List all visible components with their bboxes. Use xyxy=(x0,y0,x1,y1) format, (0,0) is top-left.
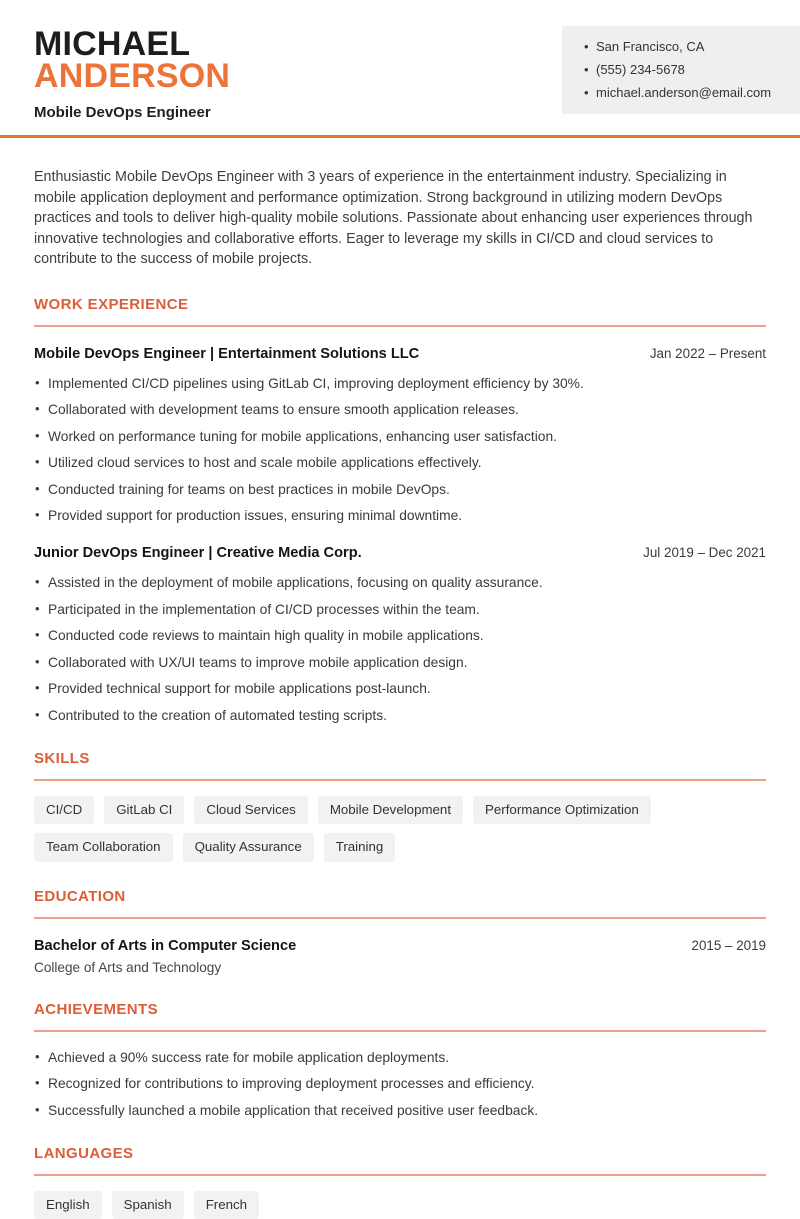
job-bullet: • Collaborated with UX/UI teams to improve mobile application design. xyxy=(34,655,766,671)
job-title: Mobile DevOps Engineer | Entertainment Solutions LLC xyxy=(34,345,420,362)
section-education xyxy=(34,888,766,975)
education-dates: 2015 – 2019 xyxy=(691,937,766,953)
skill-tag: GitLab CI xyxy=(104,796,184,824)
skill-tag: Mobile Development xyxy=(318,796,463,824)
job-bullet: • Assisted in the deployment of mobile applications, focusing on quality assurance. xyxy=(34,575,766,591)
job-header xyxy=(34,545,766,561)
language-tag: Spanish xyxy=(112,1191,184,1219)
language-tag: French xyxy=(194,1191,259,1219)
summary-paragraph: Enthusiastic Mobile DevOps Engineer with 3 years of experience in the entertainment industry. Specializing in mobile application deployment and performance optimization. Strong background in utilizing modern DevOps practices and tools to deliver high-quality mobile solutions. Passionate about enhancing user experiences through innovative technologies and collaborative efforts. Eager to leverage my skills in CI/CD and cloud services to contribute to the success of mobile projects. xyxy=(34,169,753,268)
job-bullet-list xyxy=(34,376,766,525)
degree-title: Bachelor of Arts in Computer Science xyxy=(34,937,297,954)
skill-tag: Quality Assurance xyxy=(183,833,314,861)
skill-tag: CI/CD xyxy=(34,796,94,824)
job-entry-1 xyxy=(34,346,766,525)
job-bullet: • Participated in the implementation of CI/CD processes within the team. xyxy=(34,602,766,618)
job-bullet-list xyxy=(34,575,766,724)
skills-tag-list xyxy=(34,796,766,862)
section-achievements xyxy=(34,1001,766,1119)
contact-location: • San Francisco, CA xyxy=(584,39,784,55)
education-heading: EDUCATION xyxy=(34,887,126,905)
header-divider xyxy=(0,135,800,138)
contact-phone: • (555) 234-5678 xyxy=(584,62,784,78)
first-name: MICHAEL xyxy=(34,25,191,63)
last-name: ANDERSON xyxy=(34,57,231,95)
work-experience-divider xyxy=(34,325,766,327)
section-skills xyxy=(34,750,766,862)
education-entry xyxy=(34,938,766,954)
section-languages xyxy=(34,1145,766,1219)
job-bullet: • Implemented CI/CD pipelines using GitLab CI, improving deployment efficiency by 30%. xyxy=(34,376,766,392)
achievements-list xyxy=(34,1050,766,1119)
job-bullet: • Provided support for production issues, ensuring minimal downtime. xyxy=(34,508,766,524)
job-bullet: • Worked on performance tuning for mobile applications, enhancing user satisfaction. xyxy=(34,429,766,445)
achievement-bullet: • Achieved a 90% success rate for mobile application deployments. xyxy=(34,1050,766,1066)
languages-heading: LANGUAGES xyxy=(34,1144,134,1162)
job-dates: Jan 2022 – Present xyxy=(649,345,766,361)
header-job-title: Mobile DevOps Engineer xyxy=(34,104,211,121)
resume-body xyxy=(0,167,800,1219)
job-bullet: • Provided technical support for mobile applications post-launch. xyxy=(34,681,766,697)
job-bullet: • Conducted code reviews to maintain high quality in mobile applications. xyxy=(34,628,766,644)
job-header xyxy=(34,346,766,362)
contact-list xyxy=(584,39,784,101)
job-bullet: • Conducted training for teams on best practices in mobile DevOps. xyxy=(34,482,766,498)
education-divider xyxy=(34,917,766,919)
job-bullet: • Collaborated with development teams to ensure smooth application releases. xyxy=(34,402,766,418)
contact-email: • michael.anderson@email.com xyxy=(584,85,784,101)
job-bullet: • Utilized cloud services to host and scale mobile applications effectively. xyxy=(34,455,766,471)
achievements-divider xyxy=(34,1030,766,1032)
skill-tag: Performance Optimization xyxy=(473,796,651,824)
language-tag: English xyxy=(34,1191,102,1219)
work-experience-heading: WORK EXPERIENCE xyxy=(34,295,189,313)
contact-box xyxy=(562,26,800,114)
skill-tag: Team Collaboration xyxy=(34,833,173,861)
job-dates: Jul 2019 – Dec 2021 xyxy=(643,545,766,561)
skills-divider xyxy=(34,779,766,781)
job-title: Junior DevOps Engineer | Creative Media Corp. xyxy=(34,545,362,562)
achievement-bullet: • Recognized for contributions to improving deployment processes and efficiency. xyxy=(34,1076,766,1092)
job-bullet: • Contributed to the creation of automated testing scripts. xyxy=(34,708,766,724)
job-entry-2 xyxy=(34,545,766,724)
skills-heading: SKILLS xyxy=(34,749,90,767)
skill-tag: Training xyxy=(324,833,396,861)
skill-tag: Cloud Services xyxy=(194,796,307,824)
resume-header xyxy=(0,0,800,135)
section-work-experience xyxy=(34,296,766,724)
school-name: College of Arts and Technology xyxy=(34,959,222,975)
languages-tag-list xyxy=(34,1191,766,1219)
achievements-heading: ACHIEVEMENTS xyxy=(34,1000,158,1018)
achievement-bullet: • Successfully launched a mobile application that received positive user feedback. xyxy=(34,1103,766,1119)
languages-divider xyxy=(34,1174,766,1176)
